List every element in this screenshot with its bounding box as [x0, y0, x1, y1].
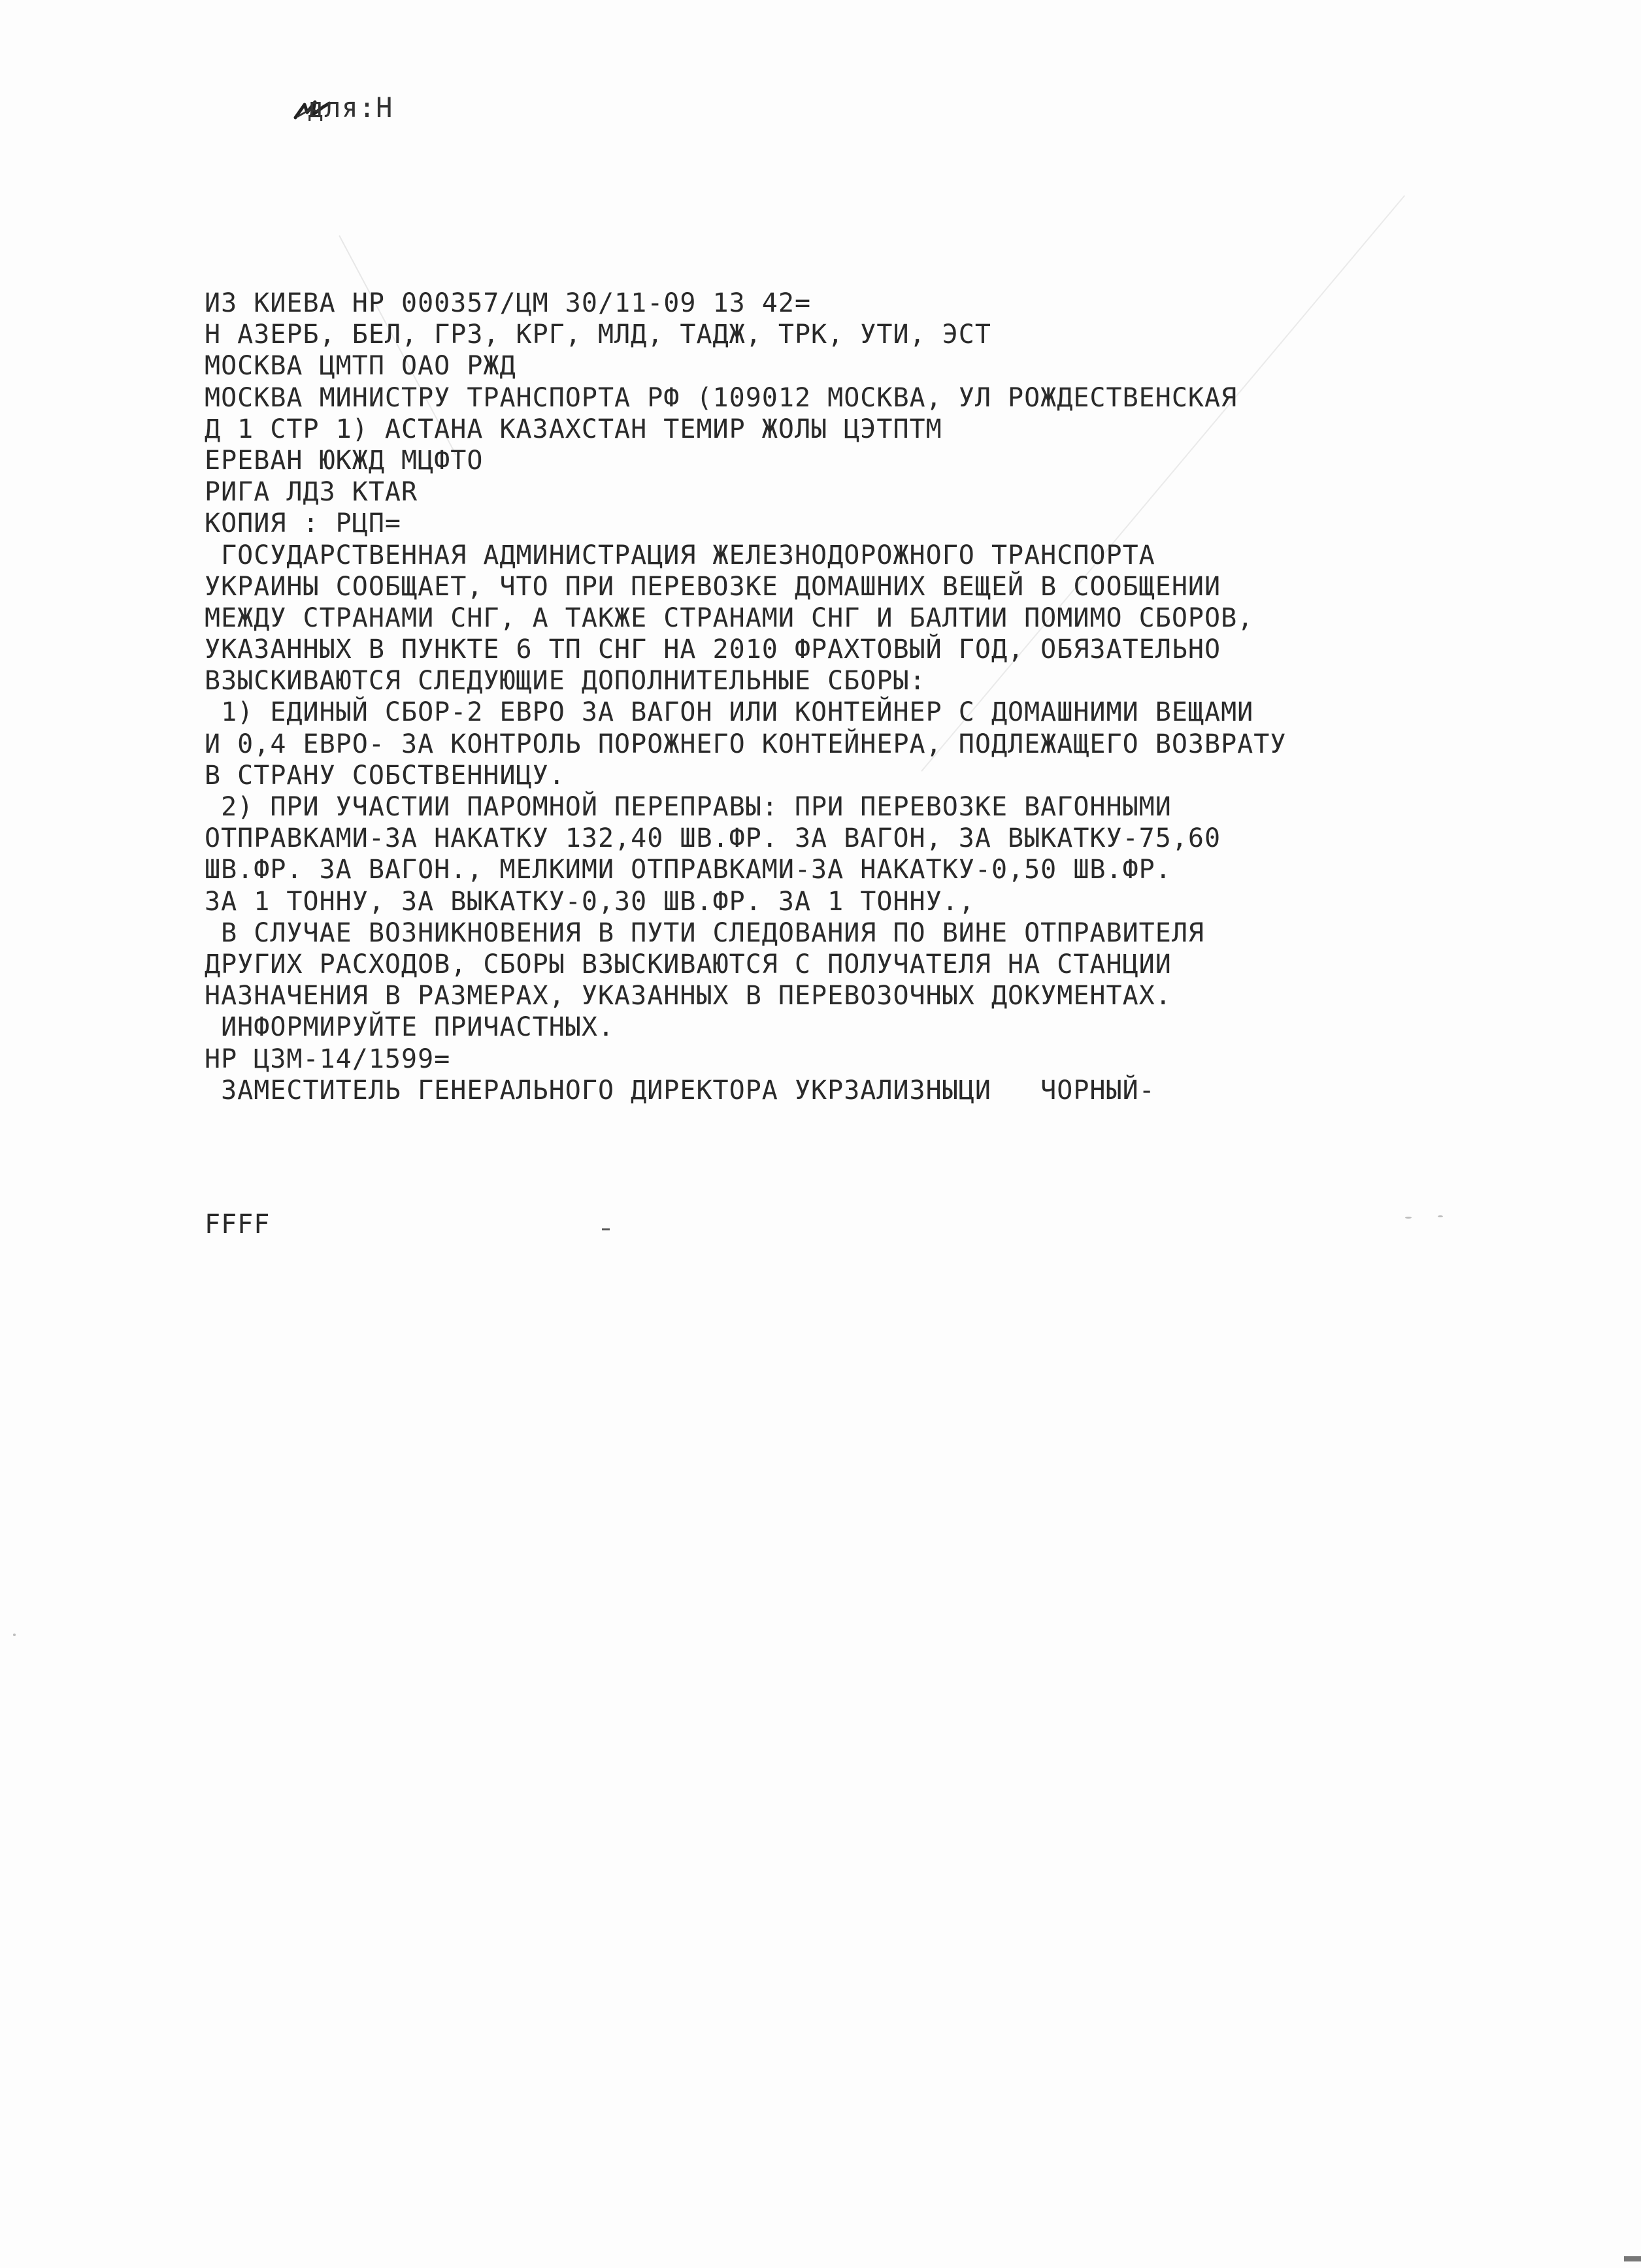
telegram-line: 2) ПРИ УЧАСТИИ ПАРОМНОЙ ПЕРЕПРАВЫ: ПРИ ПЕРЕВОЗКЕ ВАГОННЫМИ — [205, 792, 1172, 822]
stray-dash — [602, 1228, 610, 1230]
telegram-line: ОТПРАВКАМИ-ЗА НАКАТКУ 132,40 ШВ.ФР. ЗА ВАГОН, ЗА ВЫКАТКУ-75,60 — [205, 823, 1221, 854]
telegram-line: НАЗНАЧЕНИЯ В РАЗМЕРАХ, УКАЗАННЫХ В ПЕРЕВОЗОЧНЫХ ДОКУМЕНТАХ. — [205, 981, 1172, 1011]
telegram-line: ЗА 1 ТОННУ, ЗА ВЫКАТКУ-0,30 ШВ.ФР. ЗА 1 ТОННУ., — [205, 886, 975, 917]
telegram-line: В СЛУЧАЕ ВОЗНИКНОВЕНИЯ В ПУТИ СЛЕДОВАНИЯ ПО ВИНЕ ОТПРАВИТЕЛЯ — [205, 917, 1205, 948]
telegram-line: УКРАИНЫ СООБЩАЕТ, ЧТО ПРИ ПЕРЕВОЗКЕ ДОМАШНИХ ВЕЩЕЙ В СООБЩЕНИИ — [205, 571, 1221, 602]
scan-speck — [1438, 1215, 1443, 1217]
telegram-line: МЕЖДУ СТРАНАМИ СНГ, А ТАКЖЕ СТРАНАМИ СНГ И БАЛТИИ ПОМИМО СБОРОВ, — [205, 602, 1254, 633]
telegram-line: КОПИЯ : РЦП= — [205, 508, 401, 539]
telegram-line: ИНФОРМИРУЙТЕ ПРИЧАСТНЫХ. — [205, 1012, 615, 1043]
telegram-line: ИЗ КИЕВА НР 000357/ЦМ 30/11-09 13 42= — [205, 288, 812, 318]
telegram-line: Д 1 СТР 1) АСТАНА КАЗАХСТАН ТЕМИР ЖОЛЫ ЦЭТПТМ — [205, 414, 942, 444]
telegram-line: ШВ.ФР. ЗА ВАГОН., МЕЛКИМИ ОТПРАВКАМИ-ЗА НАКАТКУ-0,50 ШВ.ФР. — [205, 855, 1172, 885]
telegram-line: ВЗЫСКИВАЮТСЯ СЛЕДУЮЩИЕ ДОПОЛНИТЕЛЬНЫЕ СБОРЫ: — [205, 666, 926, 697]
page-edge-mark — [1624, 2256, 1641, 2261]
telegram-line: ДРУГИХ РАСХОДОВ, СБОРЫ ВЗЫСКИВАЮТСЯ С ПОЛУЧАТЕЛЯ НА СТАНЦИИ — [205, 949, 1172, 979]
telegram-body — [205, 288, 1544, 1106]
telegram-line: ГОСУДАРСТВЕННАЯ АДМИНИСТРАЦИЯ ЖЕЛЕЗНОДОРОЖНОГО ТРАНСПОРТА — [205, 540, 1155, 570]
telegram-line: ЕРЕВАН ЮКЖД МЦФТО — [205, 445, 484, 476]
end-of-message-mark: FFFF — [205, 1209, 271, 1240]
telegram-line: ЗАМЕСТИТЕЛЬ ГЕНЕРАЛЬНОГО ДИРЕКТОРА УКРЗАЛИЗНЫЦИ ЧОРНЫЙ- — [205, 1075, 1155, 1106]
telegram-line: МОСКВА МИНИСТРУ ТРАНСПОРТА РФ (109012 МОСКВА, УЛ РОЖДЕСТВЕНСКАЯ — [205, 382, 1238, 413]
telegram-line: УКАЗАННЫХ В ПУНКТЕ 6 ТП СНГ НА 2010 ФРАХТОВЫЙ ГОД, ОБЯЗАТЕЛЬНО — [205, 634, 1221, 665]
recipient-prefix: для:Н — [307, 91, 393, 123]
scan-speck — [1405, 1217, 1412, 1219]
telegram-line: РИГА ЛДЗ КТАR — [205, 477, 418, 508]
telegram-line: Н АЗЕРБ, БЕЛ, ГРЗ, КРГ, МЛД, ТАДЖ, ТРК, УТИ, ЭСТ — [205, 320, 991, 350]
scan-speck — [13, 1634, 16, 1636]
telegram-line: В СТРАНУ СОБСТВЕННИЦУ. — [205, 760, 565, 791]
telegram-line: МОСКВА ЦМТП ОАО РЖД — [205, 351, 516, 382]
telegram-line: НР ЦЗМ-14/1599= — [205, 1044, 451, 1074]
telegram-line: 1) ЕДИНЫЙ СБОР-2 ЕВРО ЗА ВАГОН ИЛИ КОНТЕЙНЕР С ДОМАШНИМИ ВЕЩАМИ — [205, 697, 1254, 728]
telegram-line: И 0,4 ЕВРО- ЗА КОНТРОЛЬ ПОРОЖНЕГО КОНТЕЙНЕРА, ПОДЛЕЖАЩЕГО ВОЗВРАТУ — [205, 729, 1287, 759]
